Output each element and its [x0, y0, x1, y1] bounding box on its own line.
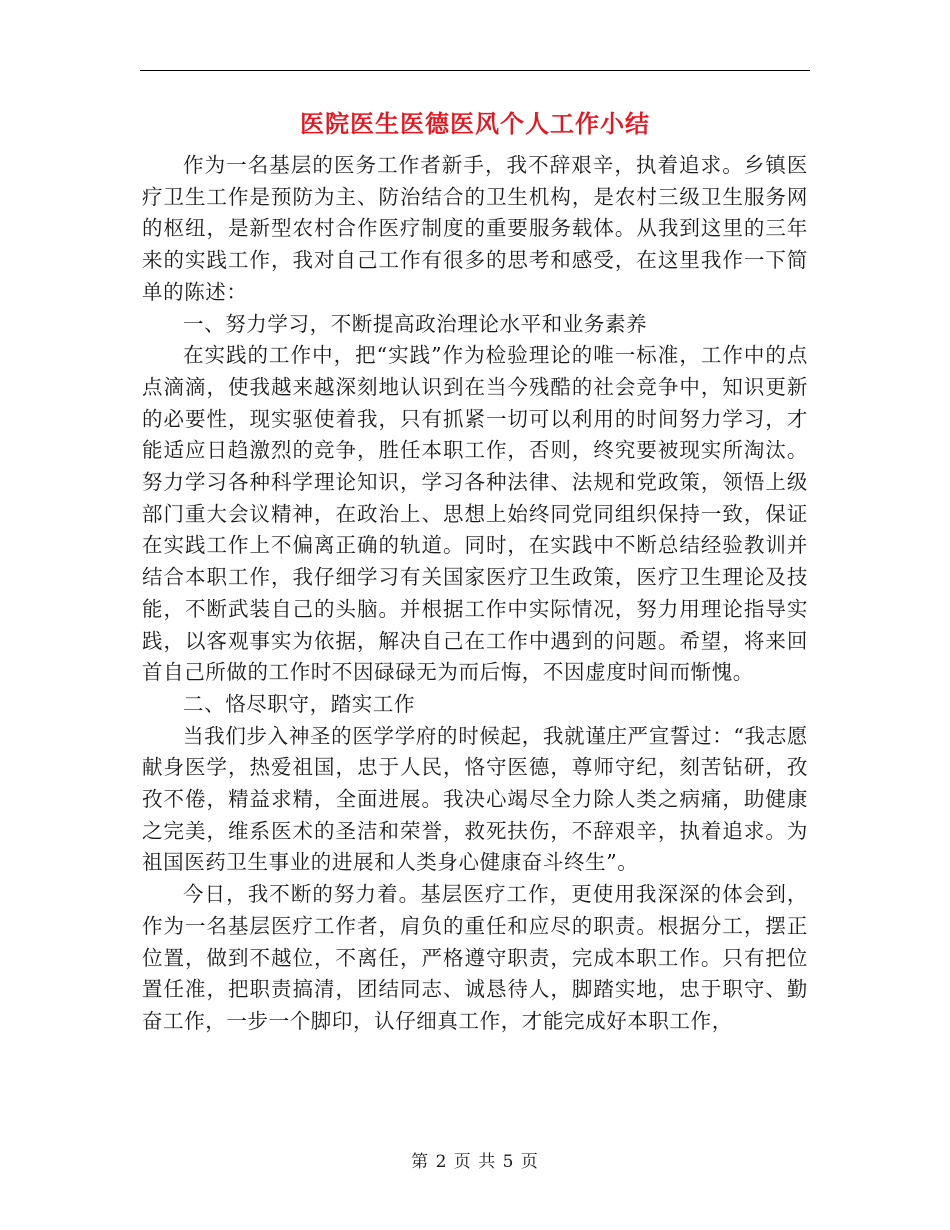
- page-number-footer: 第 2 页 共 5 页: [411, 1152, 539, 1172]
- paragraph-intro: 作为一名基层的医务工作者新手，我不辞艰辛，执着追求。乡镇医疗卫生工作是预防为主、防治结合的卫生机构，是农村三级卫生服务网的枢纽，是新型农村合作医疗制度的重要服务载体。从我到这里的三年来的实践工作，我对自己工作有很多的思考和感受，在这里我作一下简单的陈述：: [142, 153, 808, 304]
- document-title: 医院医生医德医风个人工作小结: [300, 110, 650, 138]
- paragraph-oath: 当我们步入神圣的医学学府的时候起，我就谨庄严宣誓过：“我志愿献身医学，热爱祖国，忠于人民，恪守医德，尊师守纪，刻苦钻研，孜孜不倦，精益求精，全面进展。我决心竭尽全力除人类之病痛，助健康之完美，维系医术的圣洁和荣誉，救死扶伤，不辞艰辛，执着追求。为祖国医药卫生事业的进展和人类身心健康奋斗终生”。: [142, 723, 808, 875]
- section-heading-1: 一、努力学习，不断提高政治理论水平和业务素养: [183, 311, 648, 336]
- header-rule: [140, 70, 810, 71]
- paragraph-today: 今日，我不断的努力着。基层医疗工作，更使用我深深的体会到，作为一名基层医疗工作者，肩负的重任和应尽的职责。根据分工，摆正位置，做到不越位，不离任，严格遵守职责，完成本职工作。只有把位置任准，把职责搞清，团结同志、诚恳待人，脚踏实地，忠于职守、勤奋工作，一步一个脚印，认仔细真工作，才能完成好本职工作，: [142, 882, 808, 1033]
- document-body: [142, 150, 808, 1038]
- section-heading-2: 二、恪尽职守，踏实工作: [183, 691, 416, 716]
- paragraph-study: 在实践的工作中，把“实践”作为检验理论的唯一标准，工作中的点点滴滴，使我越来越深刻地认识到在当今残酷的社会竞争中，知识更新的必要性，现实驱使着我，只有抓紧一切可以利用的时间努力学习，才能适应日趋激烈的竞争，胜任本职工作，否则，终究要被现实所淘汰。努力学习各种科学理论知识，学习各种法律、法规和党政策，领悟上级部门重大会议精神，在政治上、思想上始终同党同组织保持一致，保证在实践工作上不偏离正确的轨道。同时，在实践中不断总结经验教训并结合本职工作，我仔细学习有关国家医疗卫生政策，医疗卫生理论及技能，不断武装自己的头脑。并根据工作中实际情况，努力用理论指导实践，以客观事实为依据，解决自己在工作中遇到的问题。希望，将来回首自己所做的工作时不因碌碌无为而后悔，不因虚度时间而惭愧。: [142, 343, 808, 685]
